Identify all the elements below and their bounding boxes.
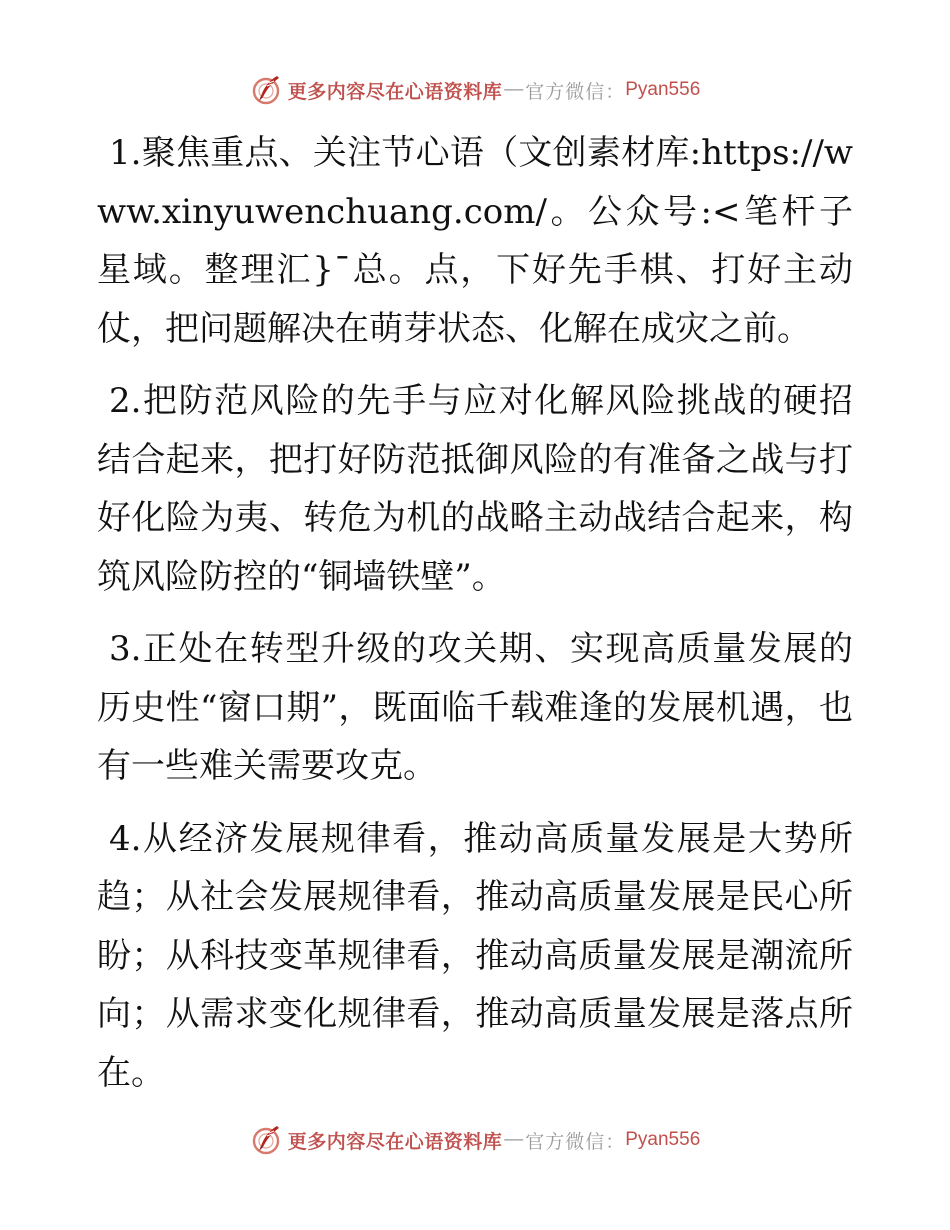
- paragraph-3: [97, 620, 853, 796]
- watermark-wechat-label: 官方微信：: [525, 1130, 626, 1153]
- paragraph-text: 从经济发展规律看，推动高质量发展是大势所趋；从社会发展规律看，推动高质量发展是民心所盼；从科技变革规律看，推动高质量发展是潮流所向；从需求变化规律看，推动高质量发展是落点所在。: [97, 818, 853, 1093]
- watermark: [250, 73, 701, 107]
- document-body: [97, 124, 853, 1116]
- paragraph-number: 3.: [109, 629, 142, 669]
- watermark: [250, 1123, 701, 1157]
- watermark-brand-text: 更多内容尽在心语资料库: [287, 80, 503, 103]
- quill-pen-logo-icon: [250, 73, 284, 107]
- paragraph-1: [97, 124, 853, 358]
- paragraph-text: 正处在转型升级的攻关期、实现高质量发展的历史性“窗口期”，既面临千载难逢的发展机遇，也有一些难关需要攻克。: [97, 629, 853, 786]
- watermark-dash: —: [504, 79, 524, 100]
- watermark-wechat-id: Pyan556: [625, 1129, 701, 1150]
- paragraph-number: 2.: [109, 381, 142, 421]
- page-footer-watermark: [0, 1120, 950, 1160]
- watermark-brand-text: 更多内容尽在心语资料库: [287, 1130, 503, 1153]
- paragraph-number: 4.: [109, 818, 142, 859]
- page-header-watermark: [0, 70, 950, 110]
- paragraph-text: 把防范风险的先手与应对化解风险挑战的硬招结合起来，把打好防范抵御风险的有准备之战与打好化险为夷、转危为机的战略主动战结合起来，构筑风险防控的“铜墙铁壁”。: [97, 381, 853, 597]
- paragraph-4: [97, 810, 853, 1103]
- paragraph-number: 1.: [109, 133, 142, 173]
- watermark-wechat-id: Pyan556: [625, 79, 701, 100]
- quill-pen-logo-icon: [250, 1123, 284, 1157]
- watermark-wechat-label: 官方微信：: [525, 80, 626, 103]
- paragraph-2: [97, 372, 853, 606]
- paragraph-text: 聚焦重点、关注节心语（文创素材库:https://www.xinyuwenchuang.com/。公众号:<笔杆子星域。整理汇}¯总。点，下好先手棋、打好主动仗，把问题解决在萌芽状态、化解在成灾之前。: [97, 133, 853, 349]
- watermark-dash: —: [504, 1129, 524, 1150]
